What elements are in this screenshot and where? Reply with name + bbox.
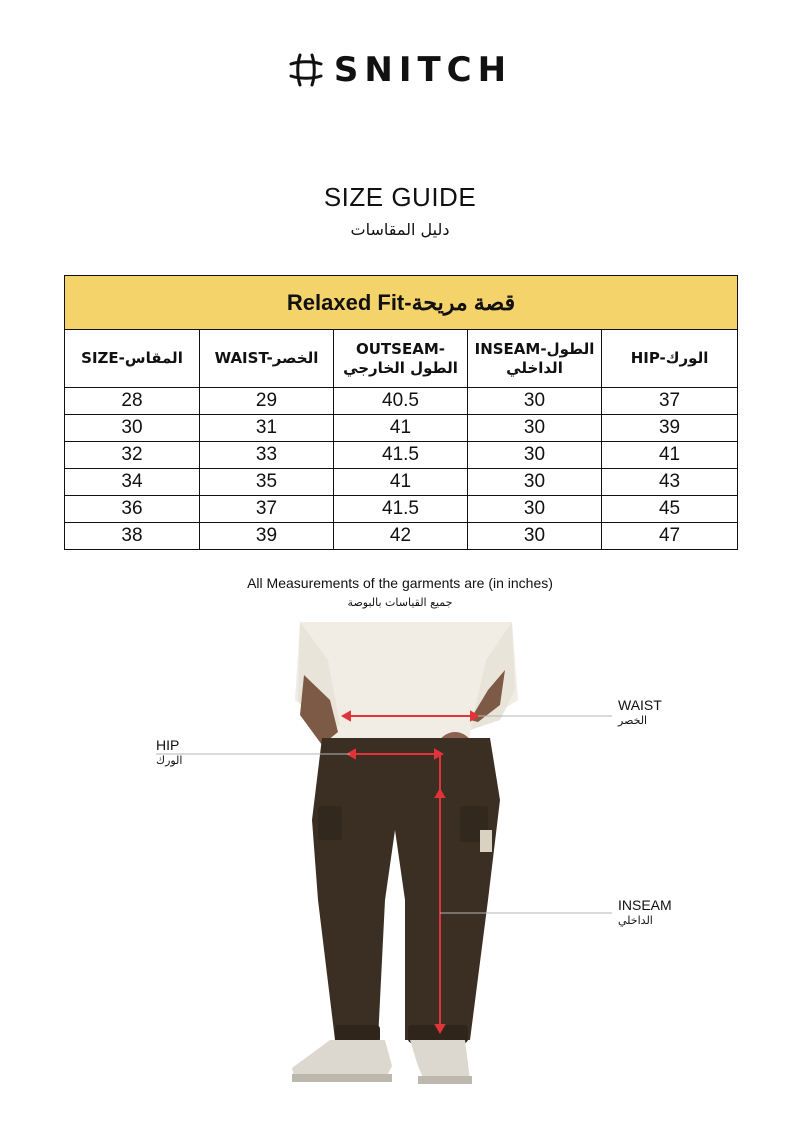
table-cell: 30 (468, 496, 602, 523)
table-cell: 42 (334, 523, 468, 550)
size-table (64, 275, 738, 550)
brand-name: SNITCH (333, 50, 513, 90)
column-header-line: الداخلي (506, 358, 563, 377)
table-cell: 41 (334, 469, 468, 496)
table-cell: 33 (200, 442, 334, 469)
table-cell: 40.5 (334, 388, 468, 415)
column-header-line: الطول الخارجي (343, 358, 458, 377)
table-row (65, 388, 738, 415)
table-cell: 41.5 (334, 496, 468, 523)
table-cell: 45 (602, 496, 738, 523)
page-title-arabic: دليل المقاسات (350, 220, 450, 239)
table-cell: 32 (65, 442, 200, 469)
table-cell: 41.5 (334, 442, 468, 469)
column-header (334, 330, 468, 388)
hip-callout-label: HIP (156, 737, 180, 753)
table-cell: 36 (65, 496, 200, 523)
inseam-callout-label-arabic: الداخلي (618, 914, 653, 927)
hip-callout (156, 737, 182, 769)
model-illustration (0, 615, 800, 1148)
column-header-line: WAIST-الخصر (214, 349, 319, 367)
column-header (602, 330, 738, 388)
table-cell: 37 (200, 496, 334, 523)
inseam-callout-label: INSEAM (618, 897, 672, 913)
page-title: SIZE GUIDE (323, 182, 477, 212)
table-row (65, 469, 738, 496)
column-header-line: HIP-الورك (630, 349, 709, 367)
table-cell: 47 (602, 523, 738, 550)
hash-knot-icon (288, 52, 324, 88)
table-cell: 30 (468, 388, 602, 415)
table-cell: 30 (468, 523, 602, 550)
table-cell: 30 (468, 415, 602, 442)
table-cell: 31 (200, 415, 334, 442)
table-row (65, 415, 738, 442)
fit-label: Relaxed Fit-قصة مريحة (65, 276, 738, 330)
table-cell: 39 (602, 415, 738, 442)
table-cell: 41 (602, 442, 738, 469)
measurement-note: All Measurements of the garments are (in inches) (247, 575, 553, 591)
table-row (65, 442, 738, 469)
table-cell: 35 (200, 469, 334, 496)
waist-callout-label: WAIST (618, 697, 662, 713)
table-row (65, 496, 738, 523)
column-header (200, 330, 334, 388)
column-header (468, 330, 602, 388)
table-row (65, 523, 738, 550)
table-cell: 43 (602, 469, 738, 496)
table-cell: 30 (468, 442, 602, 469)
waist-callout-label-arabic: الخصر (618, 714, 648, 727)
brand-logo (0, 50, 800, 90)
table-cell: 39 (200, 523, 334, 550)
table-cell: 29 (200, 388, 334, 415)
hip-callout-label-arabic: الورك (156, 754, 183, 767)
column-header-line: INSEAM-الطول (474, 339, 595, 358)
table-cell: 28 (65, 388, 200, 415)
column-header-line: SIZE-المقاس (81, 349, 183, 367)
waist-callout (618, 697, 662, 729)
inseam-callout (618, 897, 672, 929)
table-cell: 37 (602, 388, 738, 415)
table-cell: 34 (65, 469, 200, 496)
model-figure (0, 615, 800, 1148)
table-cell: 30 (468, 469, 602, 496)
table-cell: 30 (65, 415, 200, 442)
table-cell: 38 (65, 523, 200, 550)
column-header (65, 330, 200, 388)
column-header-line: OUTSEAM- (356, 339, 445, 358)
table-cell: 41 (334, 415, 468, 442)
measurement-note-arabic: جميع القياسات بالبوصة (347, 596, 453, 609)
